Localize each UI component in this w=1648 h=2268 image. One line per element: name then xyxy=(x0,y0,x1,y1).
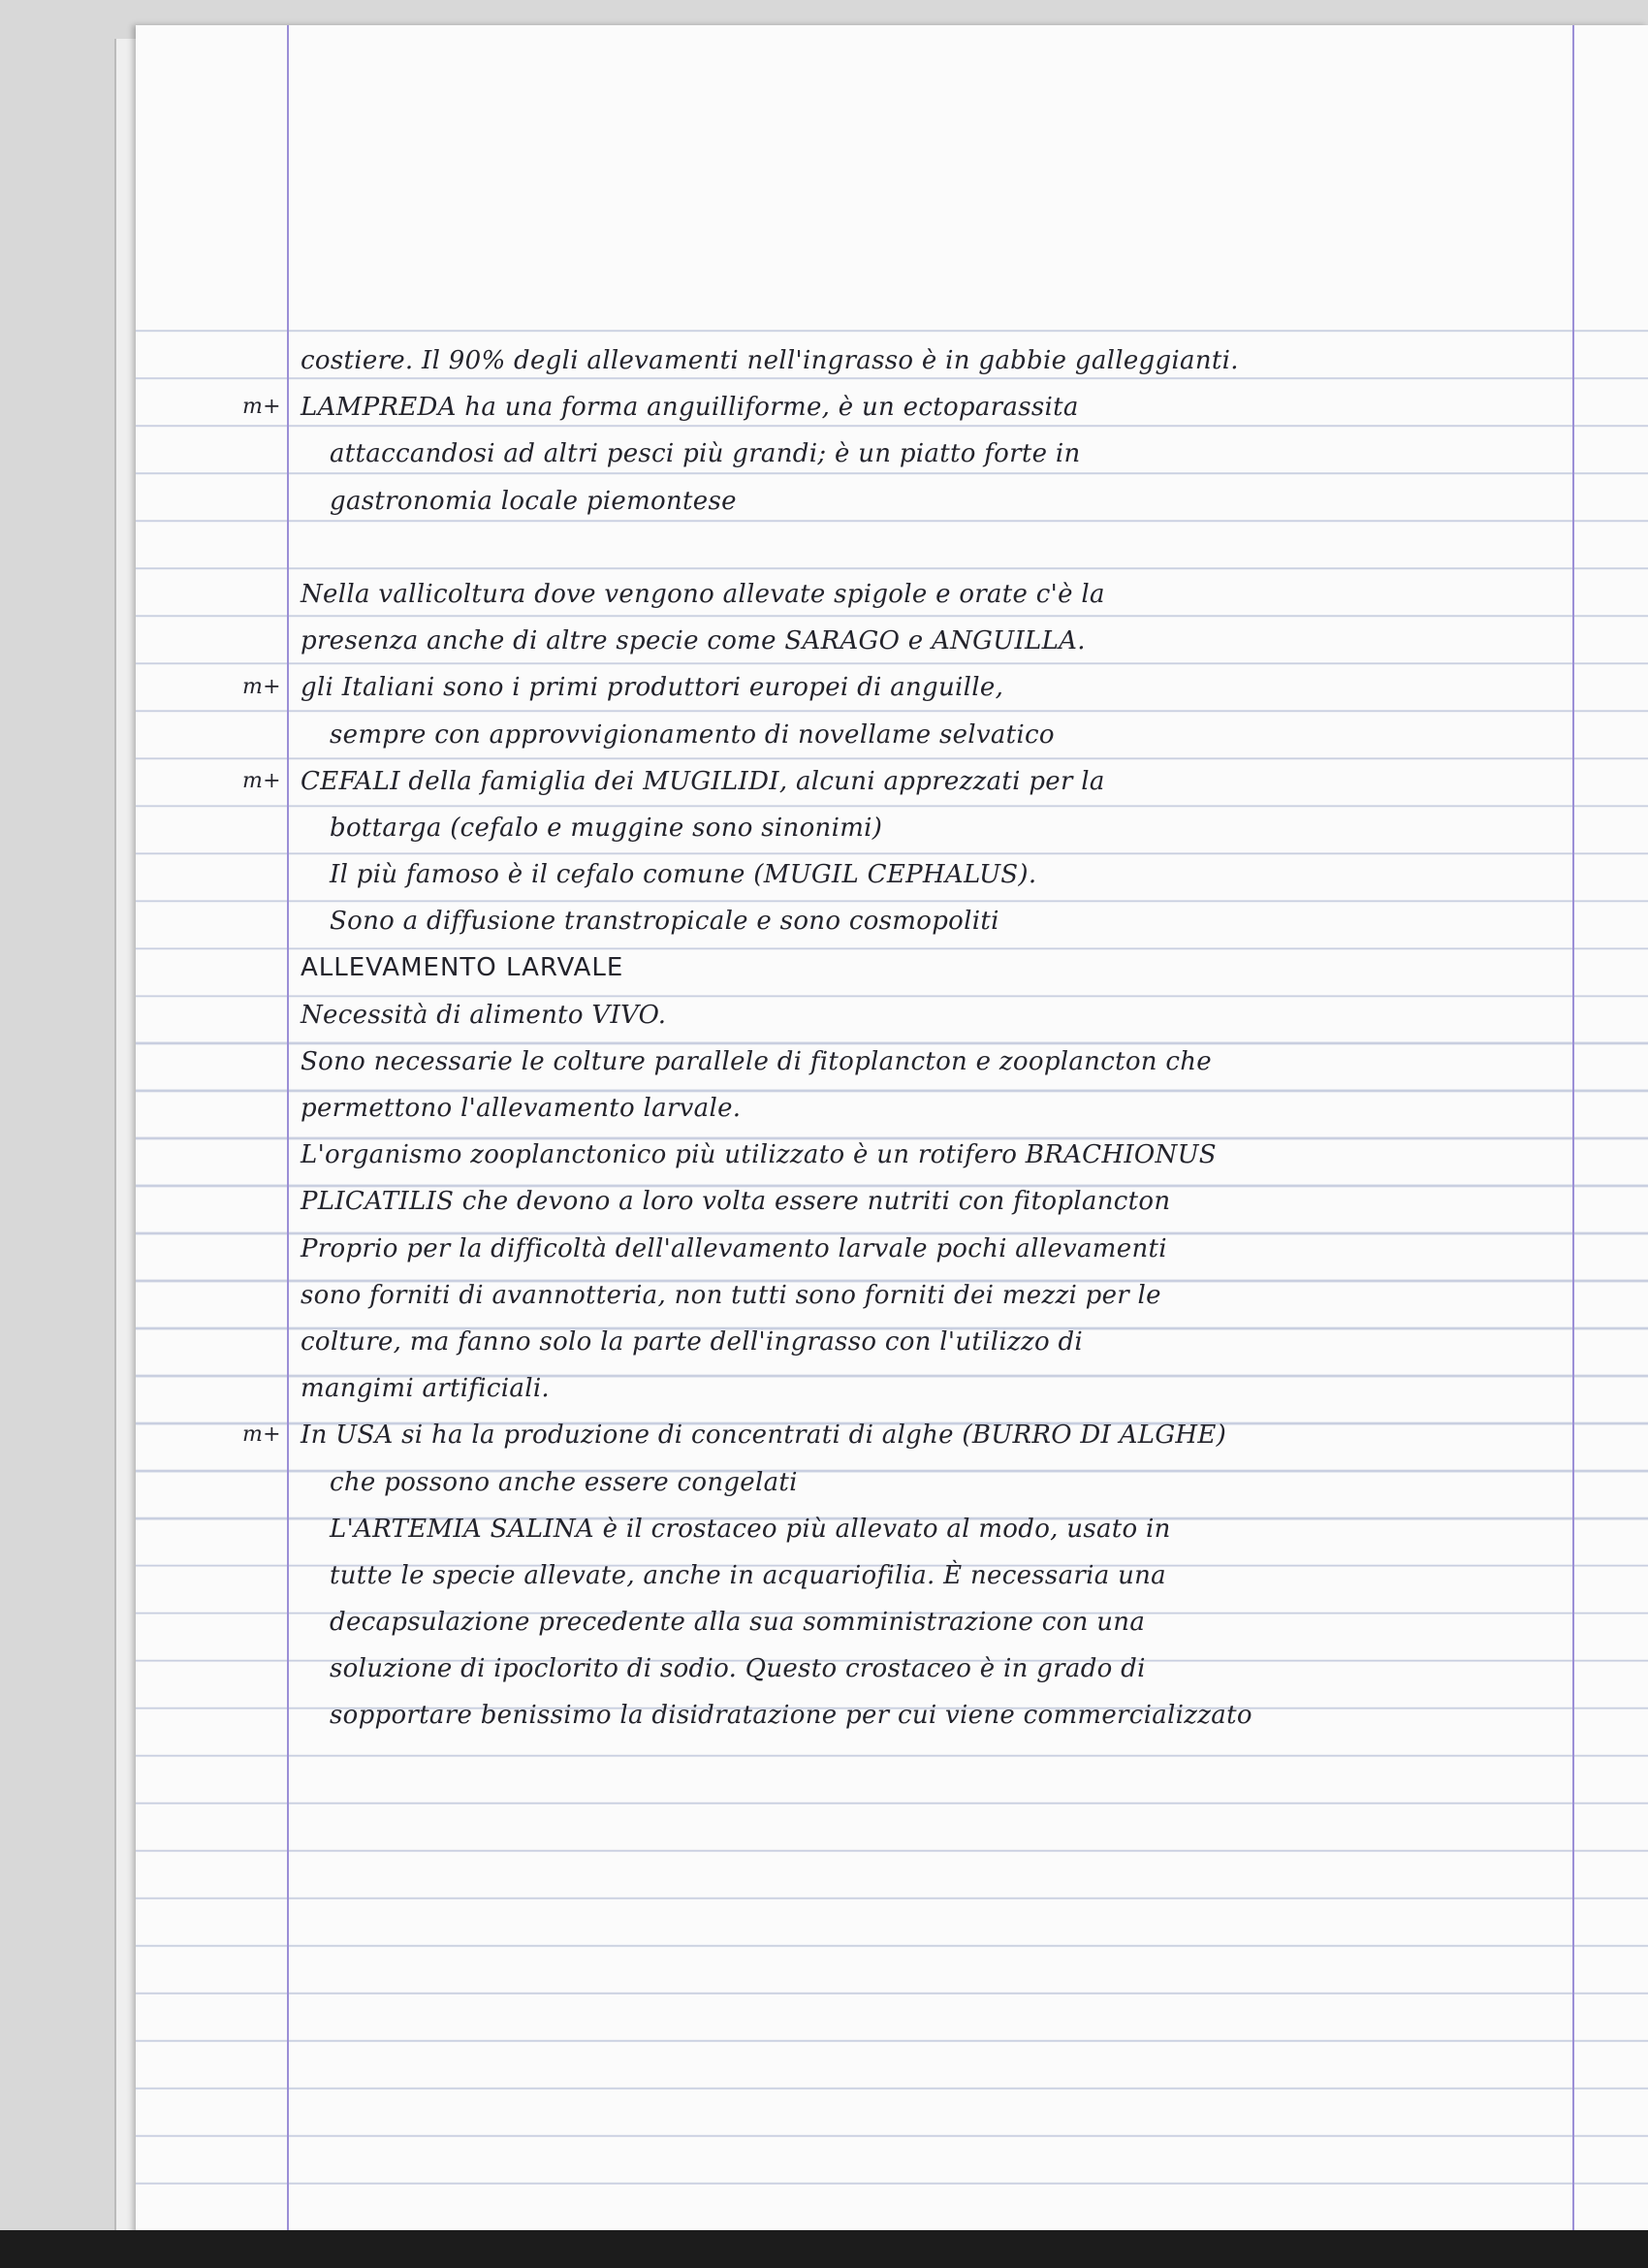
note-line xyxy=(301,431,1570,477)
blank-line xyxy=(301,525,1570,571)
note-text: sono forniti di avannotteria, non tutti sono forniti dei mezzi per le xyxy=(301,1280,1161,1310)
note-line xyxy=(301,1132,1570,1178)
note-text: bottarga (cefalo e muggine sono sinonimi) xyxy=(330,813,883,843)
margin-mark: m+ xyxy=(242,675,281,700)
note-text: L'organismo zooplanctonico più utilizzato è un rotifero BRACHIONUS xyxy=(301,1140,1217,1170)
note-text: sopportare benissimo la disidratazione per cui viene commercializzato xyxy=(330,1701,1252,1731)
margin-mark: m+ xyxy=(242,395,281,420)
note-text: Il più famoso è il cefalo comune (MUGIL CEPHALUS). xyxy=(330,860,1037,890)
note-line xyxy=(301,1692,1570,1739)
note-text: soluzione di ipoclorito di sodio. Questo crostaceo è in grado di xyxy=(330,1654,1146,1684)
note-text: gli Italiani sono i primi produttori europei di anguille, xyxy=(301,673,1004,703)
note-text: ALLEVAMENTO LARVALE xyxy=(301,953,624,983)
note-text: tutte le specie allevate, anche in acquariofilia. È necessaria una xyxy=(330,1560,1166,1590)
handwritten-notes xyxy=(242,337,1570,1740)
note-line xyxy=(242,1412,1570,1458)
note-line xyxy=(301,1272,1570,1319)
note-line xyxy=(301,1038,1570,1085)
note-line xyxy=(301,1552,1570,1599)
note-line xyxy=(301,571,1570,618)
note-line xyxy=(301,1178,1570,1225)
note-text: PLICATILIS che devono a loro volta essere nutriti con fitoplancton xyxy=(301,1187,1171,1217)
note-line xyxy=(301,851,1570,898)
note-line xyxy=(242,664,1570,711)
note-line xyxy=(301,618,1570,664)
note-text: costiere. Il 90% degli allevamenti nell'ingrasso è in gabbie galleggianti. xyxy=(301,346,1239,375)
section-heading xyxy=(301,944,1570,991)
note-text: L'ARTEMIA SALINA è il crostaceo più allevato al modo, usato in xyxy=(330,1514,1171,1544)
note-line xyxy=(242,384,1570,431)
page-header-blank-area xyxy=(136,25,1648,316)
note-line xyxy=(301,1319,1570,1365)
note-line xyxy=(301,1506,1570,1552)
notebook-page xyxy=(136,25,1648,2255)
note-line xyxy=(301,337,1570,384)
note-text: permettono l'allevamento larvale. xyxy=(301,1094,742,1123)
note-text: Sono necessarie le colture parallele di fitoplancton e zooplancton che xyxy=(301,1046,1212,1076)
note-text: decapsulazione precedente alla sua somministrazione con una xyxy=(330,1608,1146,1638)
left-margin-line xyxy=(287,25,289,2255)
note-line xyxy=(301,1645,1570,1692)
note-text: che possono anche essere congelati xyxy=(330,1467,798,1497)
note-line xyxy=(301,712,1570,758)
note-text: In USA si ha la produzione di concentrati di alghe (BURRO DI ALGHE) xyxy=(301,1421,1227,1451)
note-line xyxy=(301,478,1570,525)
note-text: Necessità di alimento VIVO. xyxy=(301,1000,667,1030)
note-text: mangimi artificiali. xyxy=(301,1374,550,1404)
note-text: presenza anche di altre specie come SARAGO e ANGUILLA. xyxy=(301,626,1086,656)
note-line xyxy=(301,898,1570,944)
note-text: LAMPREDA ha una forma anguilliforme, è un ectoparassita xyxy=(301,393,1079,423)
note-line xyxy=(301,1599,1570,1645)
note-text: colture, ma fanno solo la parte dell'ingrasso con l'utilizzo di xyxy=(301,1326,1084,1357)
note-text: gastronomia locale piemontese xyxy=(330,486,737,516)
note-line xyxy=(301,805,1570,851)
note-line xyxy=(301,1085,1570,1132)
margin-mark: m+ xyxy=(242,1422,281,1448)
note-text: CEFALI della famiglia dei MUGILIDI, alcuni apprezzati per la xyxy=(301,766,1105,796)
note-text: Sono a diffusione transtropicale e sono cosmopoliti xyxy=(330,907,999,937)
right-margin-line xyxy=(1572,25,1574,2255)
note-text: attaccandosi ad altri pesci più grandi; è un piatto forte in xyxy=(330,439,1081,469)
note-line xyxy=(242,758,1570,805)
note-line xyxy=(301,1226,1570,1272)
note-line xyxy=(301,1459,1570,1506)
note-line xyxy=(301,1365,1570,1412)
note-text: Proprio per la difficoltà dell'allevamento larvale pochi allevamenti xyxy=(301,1233,1167,1263)
note-text: sempre con approvvigionamento di novellame selvatico xyxy=(330,719,1055,750)
note-text: Nella vallicoltura dove vengono allevate spigole e orate c'è la xyxy=(301,579,1105,609)
note-line xyxy=(301,992,1570,1038)
scan-bottom-shadow xyxy=(0,2230,1648,2268)
margin-mark: m+ xyxy=(242,768,281,793)
